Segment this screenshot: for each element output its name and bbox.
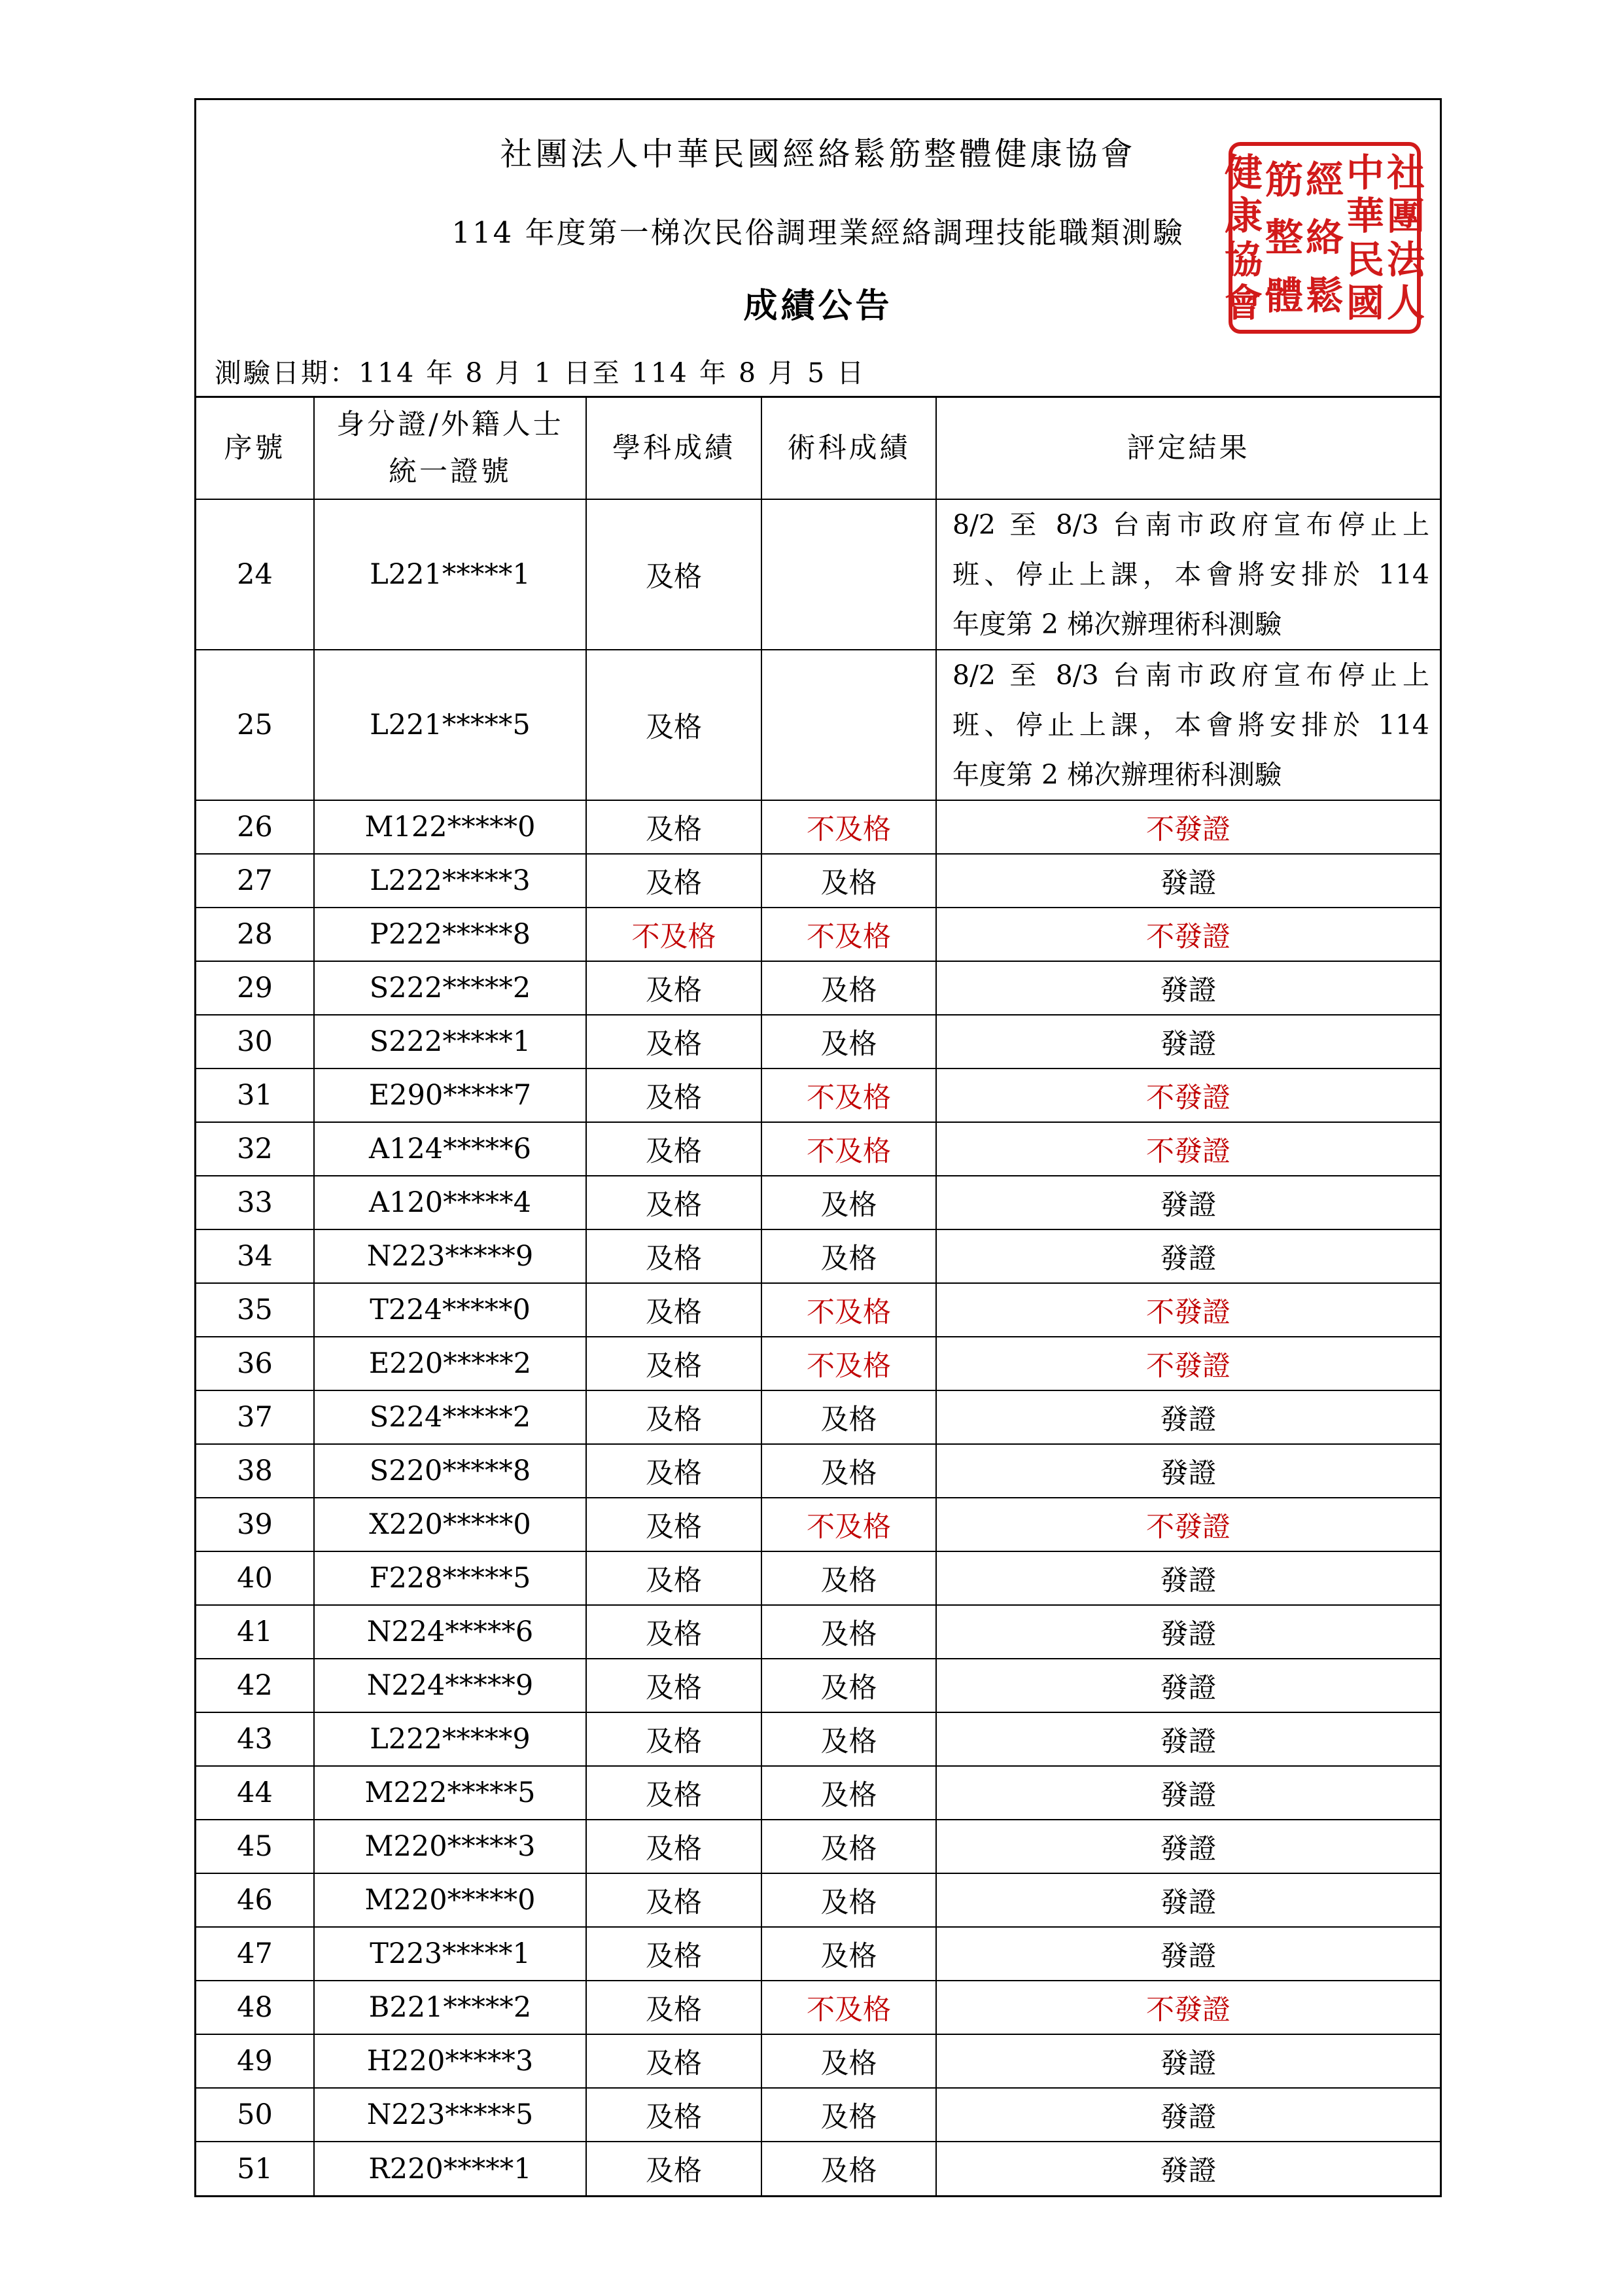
column-header-result: 評定結果 (936, 398, 1440, 499)
cell-result-note (936, 650, 1440, 800)
result-note-line: 年度第 2 梯次辦理術科測驗 (952, 609, 1282, 640)
cell-id: T224*****0 (314, 1283, 586, 1337)
result-note-line: 班、停止上課，本會將安排於 114 (952, 559, 1429, 590)
table-body (196, 499, 1440, 2195)
cell-practical: 不及格 (761, 1337, 936, 1390)
cell-written: 及格 (586, 1444, 761, 1498)
cell-written: 及格 (586, 1122, 761, 1176)
cell-id: N223*****9 (314, 1229, 586, 1283)
table-row (196, 1820, 1440, 1873)
cell-practical: 及格 (761, 1712, 936, 1766)
cell-result: 發證 (936, 1873, 1440, 1927)
cell-practical (761, 650, 936, 800)
cell-written: 及格 (586, 1229, 761, 1283)
cell-result-note (936, 499, 1440, 650)
cell-practical: 及格 (761, 2142, 936, 2195)
cell-result: 不發證 (936, 1069, 1440, 1122)
cell-id: A120*****4 (314, 1176, 586, 1229)
exam-subtitle: 114 年度第一梯次民俗調理業經絡調理技能職類測驗 (451, 215, 1185, 250)
table-row (196, 2088, 1440, 2142)
cell-seq: 47 (196, 1927, 314, 1981)
cell-result: 發證 (936, 1390, 1440, 1444)
cell-written: 及格 (586, 2034, 761, 2088)
result-note-line: 班、停止上課，本會將安排於 114 (952, 709, 1429, 741)
cell-result: 發證 (936, 1820, 1440, 1873)
table-row (196, 1498, 1440, 1551)
cell-written: 及格 (586, 854, 761, 908)
cell-id: R220*****1 (314, 2142, 586, 2195)
table-row (196, 1712, 1440, 1766)
cell-written: 及格 (586, 1176, 761, 1229)
document-header (196, 100, 1440, 398)
cell-id: S222*****1 (314, 1015, 586, 1069)
cell-id: S224*****2 (314, 1390, 586, 1444)
cell-written: 及格 (586, 2088, 761, 2142)
result-note-line: 年度第 2 梯次辦理術科測驗 (952, 759, 1282, 790)
table-row (196, 1337, 1440, 1390)
cell-written: 及格 (586, 1551, 761, 1605)
cell-id: N223*****5 (314, 2088, 586, 2142)
cell-result: 發證 (936, 1766, 1440, 1820)
table-row (196, 650, 1440, 800)
cell-result: 發證 (936, 961, 1440, 1015)
seal-column: 筋 整 體 (1265, 158, 1303, 318)
cell-seq: 41 (196, 1605, 314, 1659)
official-seal (1224, 142, 1425, 334)
cell-result: 發證 (936, 1015, 1440, 1069)
cell-practical: 及格 (761, 961, 936, 1015)
seal-column: 中 華 民 國 (1346, 150, 1385, 325)
cell-result: 發證 (936, 2034, 1440, 2088)
cell-result: 發證 (936, 1444, 1440, 1498)
cell-practical (761, 499, 936, 650)
cell-practical: 不及格 (761, 1122, 936, 1176)
table-row (196, 1766, 1440, 1820)
table-row (196, 1444, 1440, 1498)
cell-result: 不發證 (936, 1122, 1440, 1176)
cell-result: 發證 (936, 1712, 1440, 1766)
cell-id: N224*****6 (314, 1605, 586, 1659)
results-table (196, 398, 1440, 2195)
cell-id: E290*****7 (314, 1069, 586, 1122)
cell-id: S222*****2 (314, 961, 586, 1015)
cell-practical: 及格 (761, 1820, 936, 1873)
cell-practical: 不及格 (761, 1069, 936, 1122)
seal-column: 社 團 法 人 (1387, 150, 1425, 325)
table-row (196, 1176, 1440, 1229)
id-header-line: 身分證/外籍人士 (336, 408, 564, 441)
table-row (196, 1981, 1440, 2034)
cell-result: 發證 (936, 1229, 1440, 1283)
cell-practical: 及格 (761, 1551, 936, 1605)
cell-seq: 28 (196, 908, 314, 961)
column-header-id (314, 398, 586, 499)
cell-result: 不發證 (936, 908, 1440, 961)
table-row (196, 1390, 1440, 1444)
cell-written: 不及格 (586, 908, 761, 961)
cell-practical: 及格 (761, 2088, 936, 2142)
exam-date: 測驗日期：114 年 8 月 1 日至 114 年 8 月 5 日 (215, 357, 866, 389)
cell-result: 發證 (936, 1659, 1440, 1712)
cell-id: N224*****9 (314, 1659, 586, 1712)
cell-result: 發證 (936, 1551, 1440, 1605)
cell-seq: 26 (196, 800, 314, 854)
column-header-seq: 序號 (196, 398, 314, 499)
table-row (196, 1015, 1440, 1069)
cell-seq: 36 (196, 1337, 314, 1390)
cell-seq: 33 (196, 1176, 314, 1229)
cell-written: 及格 (586, 1766, 761, 1820)
cell-result: 不發證 (936, 800, 1440, 854)
cell-written: 及格 (586, 1820, 761, 1873)
cell-id: L222*****3 (314, 854, 586, 908)
cell-written: 及格 (586, 499, 761, 650)
cell-written: 及格 (586, 1498, 761, 1551)
cell-practical: 及格 (761, 1390, 936, 1444)
cell-id: P222*****8 (314, 908, 586, 961)
cell-seq: 48 (196, 1981, 314, 2034)
table-row (196, 800, 1440, 854)
cell-practical: 及格 (761, 1659, 936, 1712)
cell-id: X220*****0 (314, 1498, 586, 1551)
table-row (196, 1873, 1440, 1927)
cell-written: 及格 (586, 961, 761, 1015)
cell-written: 及格 (586, 1659, 761, 1712)
cell-practical: 不及格 (761, 1498, 936, 1551)
cell-written: 及格 (586, 1283, 761, 1337)
result-note-line: 8/2 至 8/3 台南市政府宣布停止上 (952, 660, 1429, 691)
table-row (196, 1927, 1440, 1981)
cell-written: 及格 (586, 1873, 761, 1927)
cell-practical: 及格 (761, 854, 936, 908)
cell-id: T223*****1 (314, 1927, 586, 1981)
cell-seq: 42 (196, 1659, 314, 1712)
cell-seq: 27 (196, 854, 314, 908)
cell-id: A124*****6 (314, 1122, 586, 1176)
table-row (196, 908, 1440, 961)
cell-id: M122*****0 (314, 800, 586, 854)
cell-result: 發證 (936, 2088, 1440, 2142)
cell-seq: 51 (196, 2142, 314, 2195)
table-header-row (196, 398, 1440, 499)
cell-seq: 35 (196, 1283, 314, 1337)
cell-id: M222*****5 (314, 1766, 586, 1820)
table-row (196, 1229, 1440, 1283)
cell-written: 及格 (586, 800, 761, 854)
cell-seq: 32 (196, 1122, 314, 1176)
table-row (196, 499, 1440, 650)
cell-practical: 不及格 (761, 800, 936, 854)
cell-seq: 37 (196, 1390, 314, 1444)
table-row (196, 2034, 1440, 2088)
cell-practical: 及格 (761, 1229, 936, 1283)
cell-result: 不發證 (936, 1981, 1440, 2034)
cell-written: 及格 (586, 1390, 761, 1444)
cell-practical: 及格 (761, 1873, 936, 1927)
cell-written: 及格 (586, 1069, 761, 1122)
cell-id: F228*****5 (314, 1551, 586, 1605)
cell-written: 及格 (586, 1712, 761, 1766)
cell-id: H220*****3 (314, 2034, 586, 2088)
cell-id: B221*****2 (314, 1981, 586, 2034)
cell-seq: 40 (196, 1551, 314, 1605)
cell-practical: 及格 (761, 1444, 936, 1498)
cell-result: 發證 (936, 1927, 1440, 1981)
table-row (196, 961, 1440, 1015)
cell-practical: 不及格 (761, 908, 936, 961)
cell-practical: 及格 (761, 1766, 936, 1820)
result-note-line: 8/2 至 8/3 台南市政府宣布停止上 (952, 509, 1429, 540)
cell-id: M220*****3 (314, 1820, 586, 1873)
cell-seq: 49 (196, 2034, 314, 2088)
cell-seq: 31 (196, 1069, 314, 1122)
cell-seq: 45 (196, 1820, 314, 1873)
cell-practical: 及格 (761, 2034, 936, 2088)
cell-seq: 30 (196, 1015, 314, 1069)
cell-result: 發證 (936, 1605, 1440, 1659)
cell-practical: 及格 (761, 1927, 936, 1981)
cell-seq: 46 (196, 1873, 314, 1927)
cell-result: 發證 (936, 1176, 1440, 1229)
cell-written: 及格 (586, 650, 761, 800)
table-row (196, 854, 1440, 908)
cell-seq: 24 (196, 499, 314, 650)
cell-seq: 44 (196, 1766, 314, 1820)
cell-written: 及格 (586, 2142, 761, 2195)
seal-column: 經 絡 鬆 (1306, 158, 1344, 318)
column-header-written: 學科成績 (586, 398, 761, 499)
announcement-sheet (194, 98, 1442, 2197)
cell-practical: 不及格 (761, 1283, 936, 1337)
cell-result: 不發證 (936, 1337, 1440, 1390)
table-row (196, 1283, 1440, 1337)
cell-seq: 50 (196, 2088, 314, 2142)
cell-seq: 38 (196, 1444, 314, 1498)
cell-seq: 39 (196, 1498, 314, 1551)
cell-result: 不發證 (936, 1498, 1440, 1551)
cell-id: M220*****0 (314, 1873, 586, 1927)
table-row (196, 2142, 1440, 2195)
cell-written: 及格 (586, 1927, 761, 1981)
cell-practical: 及格 (761, 1015, 936, 1069)
cell-id: L221*****5 (314, 650, 586, 800)
table-row (196, 1069, 1440, 1122)
cell-id: S220*****8 (314, 1444, 586, 1498)
cell-practical: 及格 (761, 1605, 936, 1659)
document-title: 成績公告 (743, 286, 893, 326)
cell-written: 及格 (586, 1605, 761, 1659)
organization-name: 社團法人中華民國經絡鬆筋整體健康協會 (500, 135, 1136, 173)
cell-id: E220*****2 (314, 1337, 586, 1390)
cell-id: L221*****1 (314, 499, 586, 650)
cell-seq: 25 (196, 650, 314, 800)
column-header-practical: 術科成績 (761, 398, 936, 499)
table-row (196, 1551, 1440, 1605)
cell-practical: 及格 (761, 1176, 936, 1229)
cell-result: 發證 (936, 2142, 1440, 2195)
cell-seq: 34 (196, 1229, 314, 1283)
seal-column: 健 康 協 會 (1224, 150, 1263, 325)
table-row (196, 1605, 1440, 1659)
cell-written: 及格 (586, 1015, 761, 1069)
cell-seq: 29 (196, 961, 314, 1015)
cell-written: 及格 (586, 1981, 761, 2034)
cell-practical: 不及格 (761, 1981, 936, 2034)
id-header-line: 統一證號 (389, 455, 512, 488)
cell-result: 發證 (936, 854, 1440, 908)
cell-written: 及格 (586, 1337, 761, 1390)
table-row (196, 1122, 1440, 1176)
cell-result: 不發證 (936, 1283, 1440, 1337)
table-row (196, 1659, 1440, 1712)
cell-id: L222*****9 (314, 1712, 586, 1766)
cell-seq: 43 (196, 1712, 314, 1766)
